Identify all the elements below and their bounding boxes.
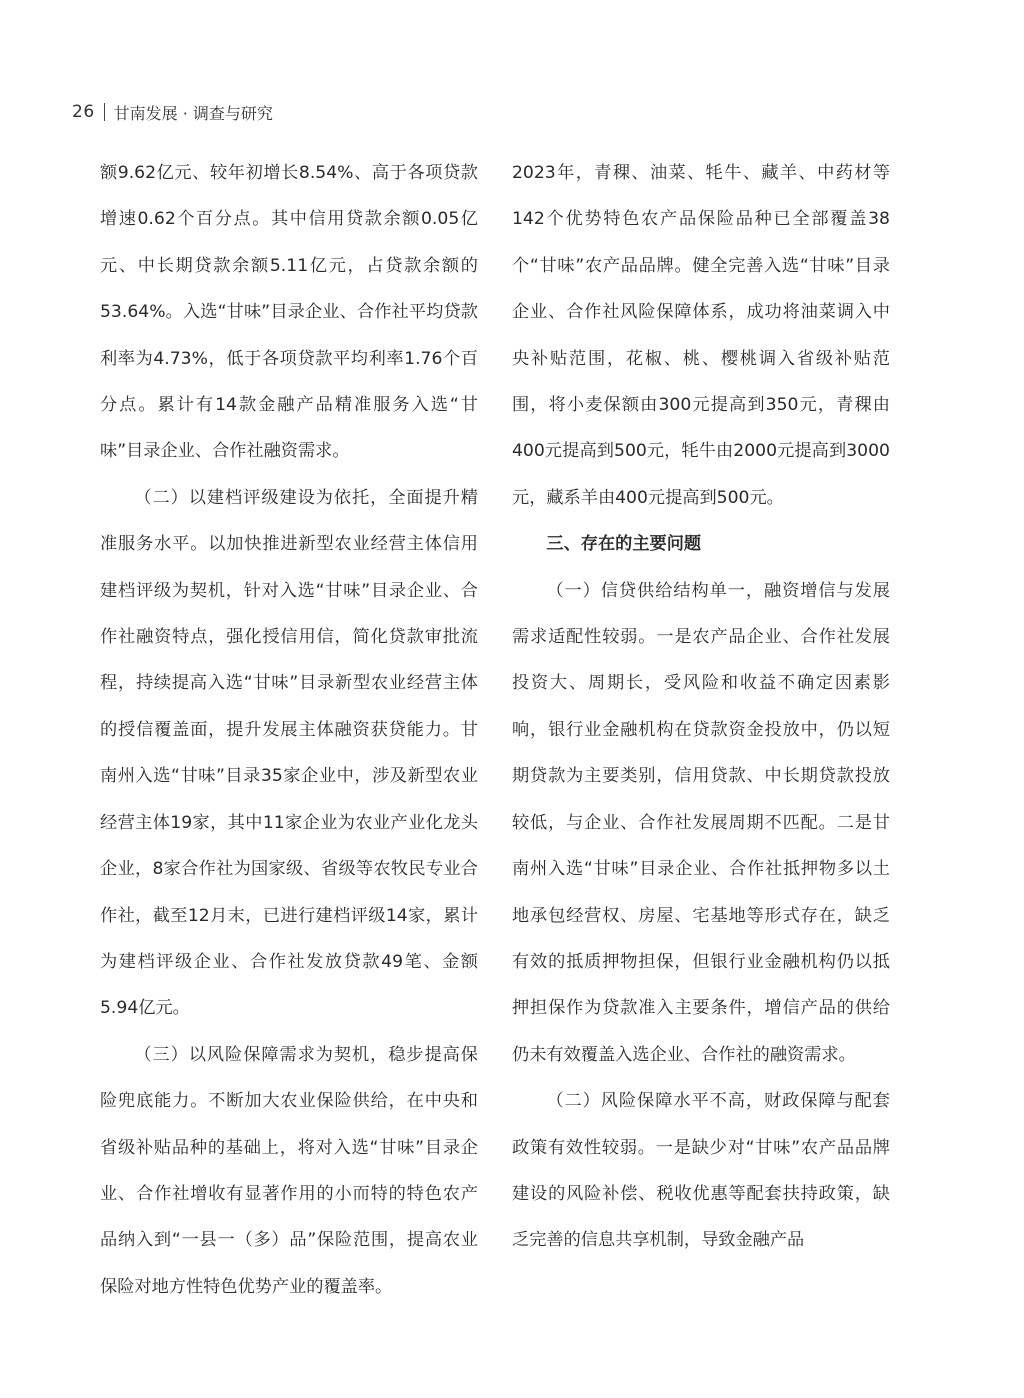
paragraph-credit-structure: （一）信贷供给结构单一，融资增信与发展需求适配性较弱。一是农产品企业、合作社发展投资大、周期长，受风险和收益不确定因素影响，银行业金融机构在贷款资金投放中，仍以短期贷款为主要类别，信用贷款、中长期贷款投放较低，与企业、合作社发展周期不匹配。二是甘南州入选“甘味”目录企业、合作社抵押物多以土地承包经营权、房屋、宅基地等形式存在，缺乏有效的抵质押物担保，但银行业金融机构仍以抵押担保作为贷款准入主要条件，增信产品的供给仍未有效覆盖入选企业、合作社的融资需求。 [512,580,890,1065]
paragraph-risk-protection: （二）风险保障水平不高，财政保障与配套政策有效性较弱。一是缺少对“甘味”农产品品牌建设的风险补偿、税收优惠等配套扶持政策，缺乏完善的信息共享机制，导致金融产品 [512,1091,890,1251]
paragraph-archive-rating: （二）以建档评级建设为依托，全面提升精准服务水平。以加快推进新型农业经营主体信用建档评级为契机，针对入选“甘味”目录企业、合作社融资特点，强化授信用信，简化贷款审批流程，持续提高入选“甘味”目录新型农业经营主体的授信覆盖面，提升发展主体融资获贷能力。甘南州入选“甘味”目录35家企业中，涉及新型农业经营主体19家，其中11家企业为农业产业化龙头企业，8家合作社为国家级、省级等农牧民专业合作社，截至12月末，已进行建档评级14家，累计为建档评级企业、合作社发放贷款49笔、金额5.94亿元。 [100,487,478,1019]
paragraph-continued: 额9.62亿元、较年初增长8.54%、高于各项贷款增速0.62个百分点。其中信用贷款余额0.05亿元、中长期贷款余额5.11亿元，占贷款余额的53.64%。入选“甘味”目录企业、合作社平均贷款利率为4.73%，低于各项贷款平均利率1.76个百分点。累计有14款金融产品精准服务入选“甘味”目录企业、合作社融资需求。 [100,163,478,462]
left-column [100,150,478,1310]
section-heading: 三、存在的主要问题 [546,534,702,555]
page-number: 26 [72,102,95,122]
journal-title: 甘南发展 · 调查与研究 [113,103,273,123]
header-divider [104,103,105,121]
right-column [512,150,890,1264]
paragraph-insurance-coverage: 2023年，青稞、油菜、牦牛、藏羊、中药材等142个优势特色农产品保险品种已全部覆盖38个“甘味”农产品品牌。健全完善入选“甘味”目录企业、合作社风险保障体系，成功将油菜调入中央补贴范围，花椒、桃、樱桃调入省级补贴范围，将小麦保额由300元提高到350元，青稞由400元提高到500元，牦牛由2000元提高到3000元，藏系羊由400元提高到500元。 [512,163,890,508]
running-header [72,100,273,124]
paragraph-risk-insurance: （三）以风险保障需求为契机，稳步提高保险兜底能力。不断加大农业保险供给，在中央和省级补贴品种的基础上，将对入选“甘味”目录企业、合作社增收有显著作用的小而特的特色农产品纳入到“一县一（多）品”保险范围，提高农业保险对地方性特色优势产业的覆盖率。 [100,1044,478,1297]
